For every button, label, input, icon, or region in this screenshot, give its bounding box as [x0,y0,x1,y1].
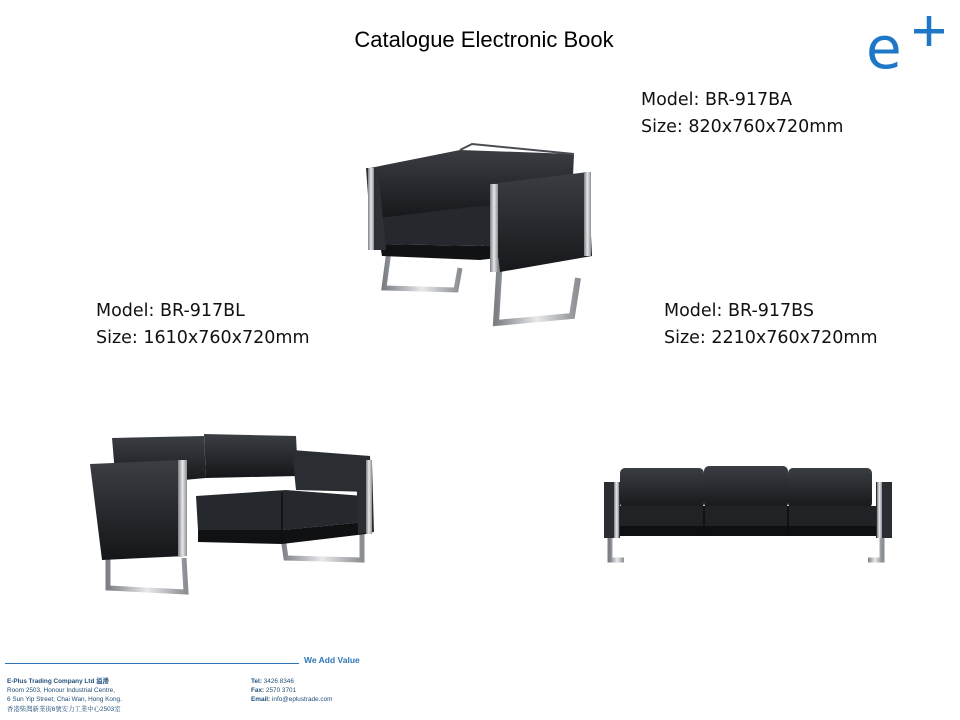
address-line: 香港柴灣新業街6號安力工業中心2503室 [7,705,121,713]
two-seat-sofa-image [86,430,376,600]
size-label: Size: 2210x760x720mm [664,328,878,348]
company-name: E-Plus Trading Company Ltd 溢溇 [7,678,109,685]
size-label: Size: 820x760x720mm [641,117,844,137]
product-spec-br-917bs [664,298,878,352]
model-label: Model: BR-917BS [664,301,814,321]
tel-label: Tel: [251,678,262,685]
armchair-image [360,138,600,338]
svg-text:e: e [866,14,902,72]
tel-value: 3426 8346 [263,678,294,685]
address-line: 6 Sun Yip Street, Chai Wan, Hong Kong. [7,696,122,704]
email-label: Email: [251,696,271,704]
eplus-logo [866,12,948,72]
page-title: Catalogue Electronic Book [354,27,614,52]
tel-row [251,677,332,686]
fax-value: 2570 3701 [265,687,297,695]
product-spec-br-917bl [96,298,310,352]
three-seat-sofa-image [600,462,896,568]
fax-row [251,686,332,695]
size-label: Size: 1610x760x720mm [96,328,310,348]
product-spec-br-917ba [641,87,843,141]
email-row [251,695,332,704]
company-address [7,677,122,714]
model-label: Model: BR-917BL [96,301,245,321]
email-link[interactable]: info@eplustrade.com [271,696,333,704]
fax-label: Fax: [251,687,265,695]
model-label: Model: BR-917BA [641,90,793,110]
brand-tagline: We Add Value [304,655,360,665]
address-line: Room 2503, Honour Industrial Centre, [7,687,115,695]
footer-divider [5,663,299,664]
company-contact [251,677,332,705]
